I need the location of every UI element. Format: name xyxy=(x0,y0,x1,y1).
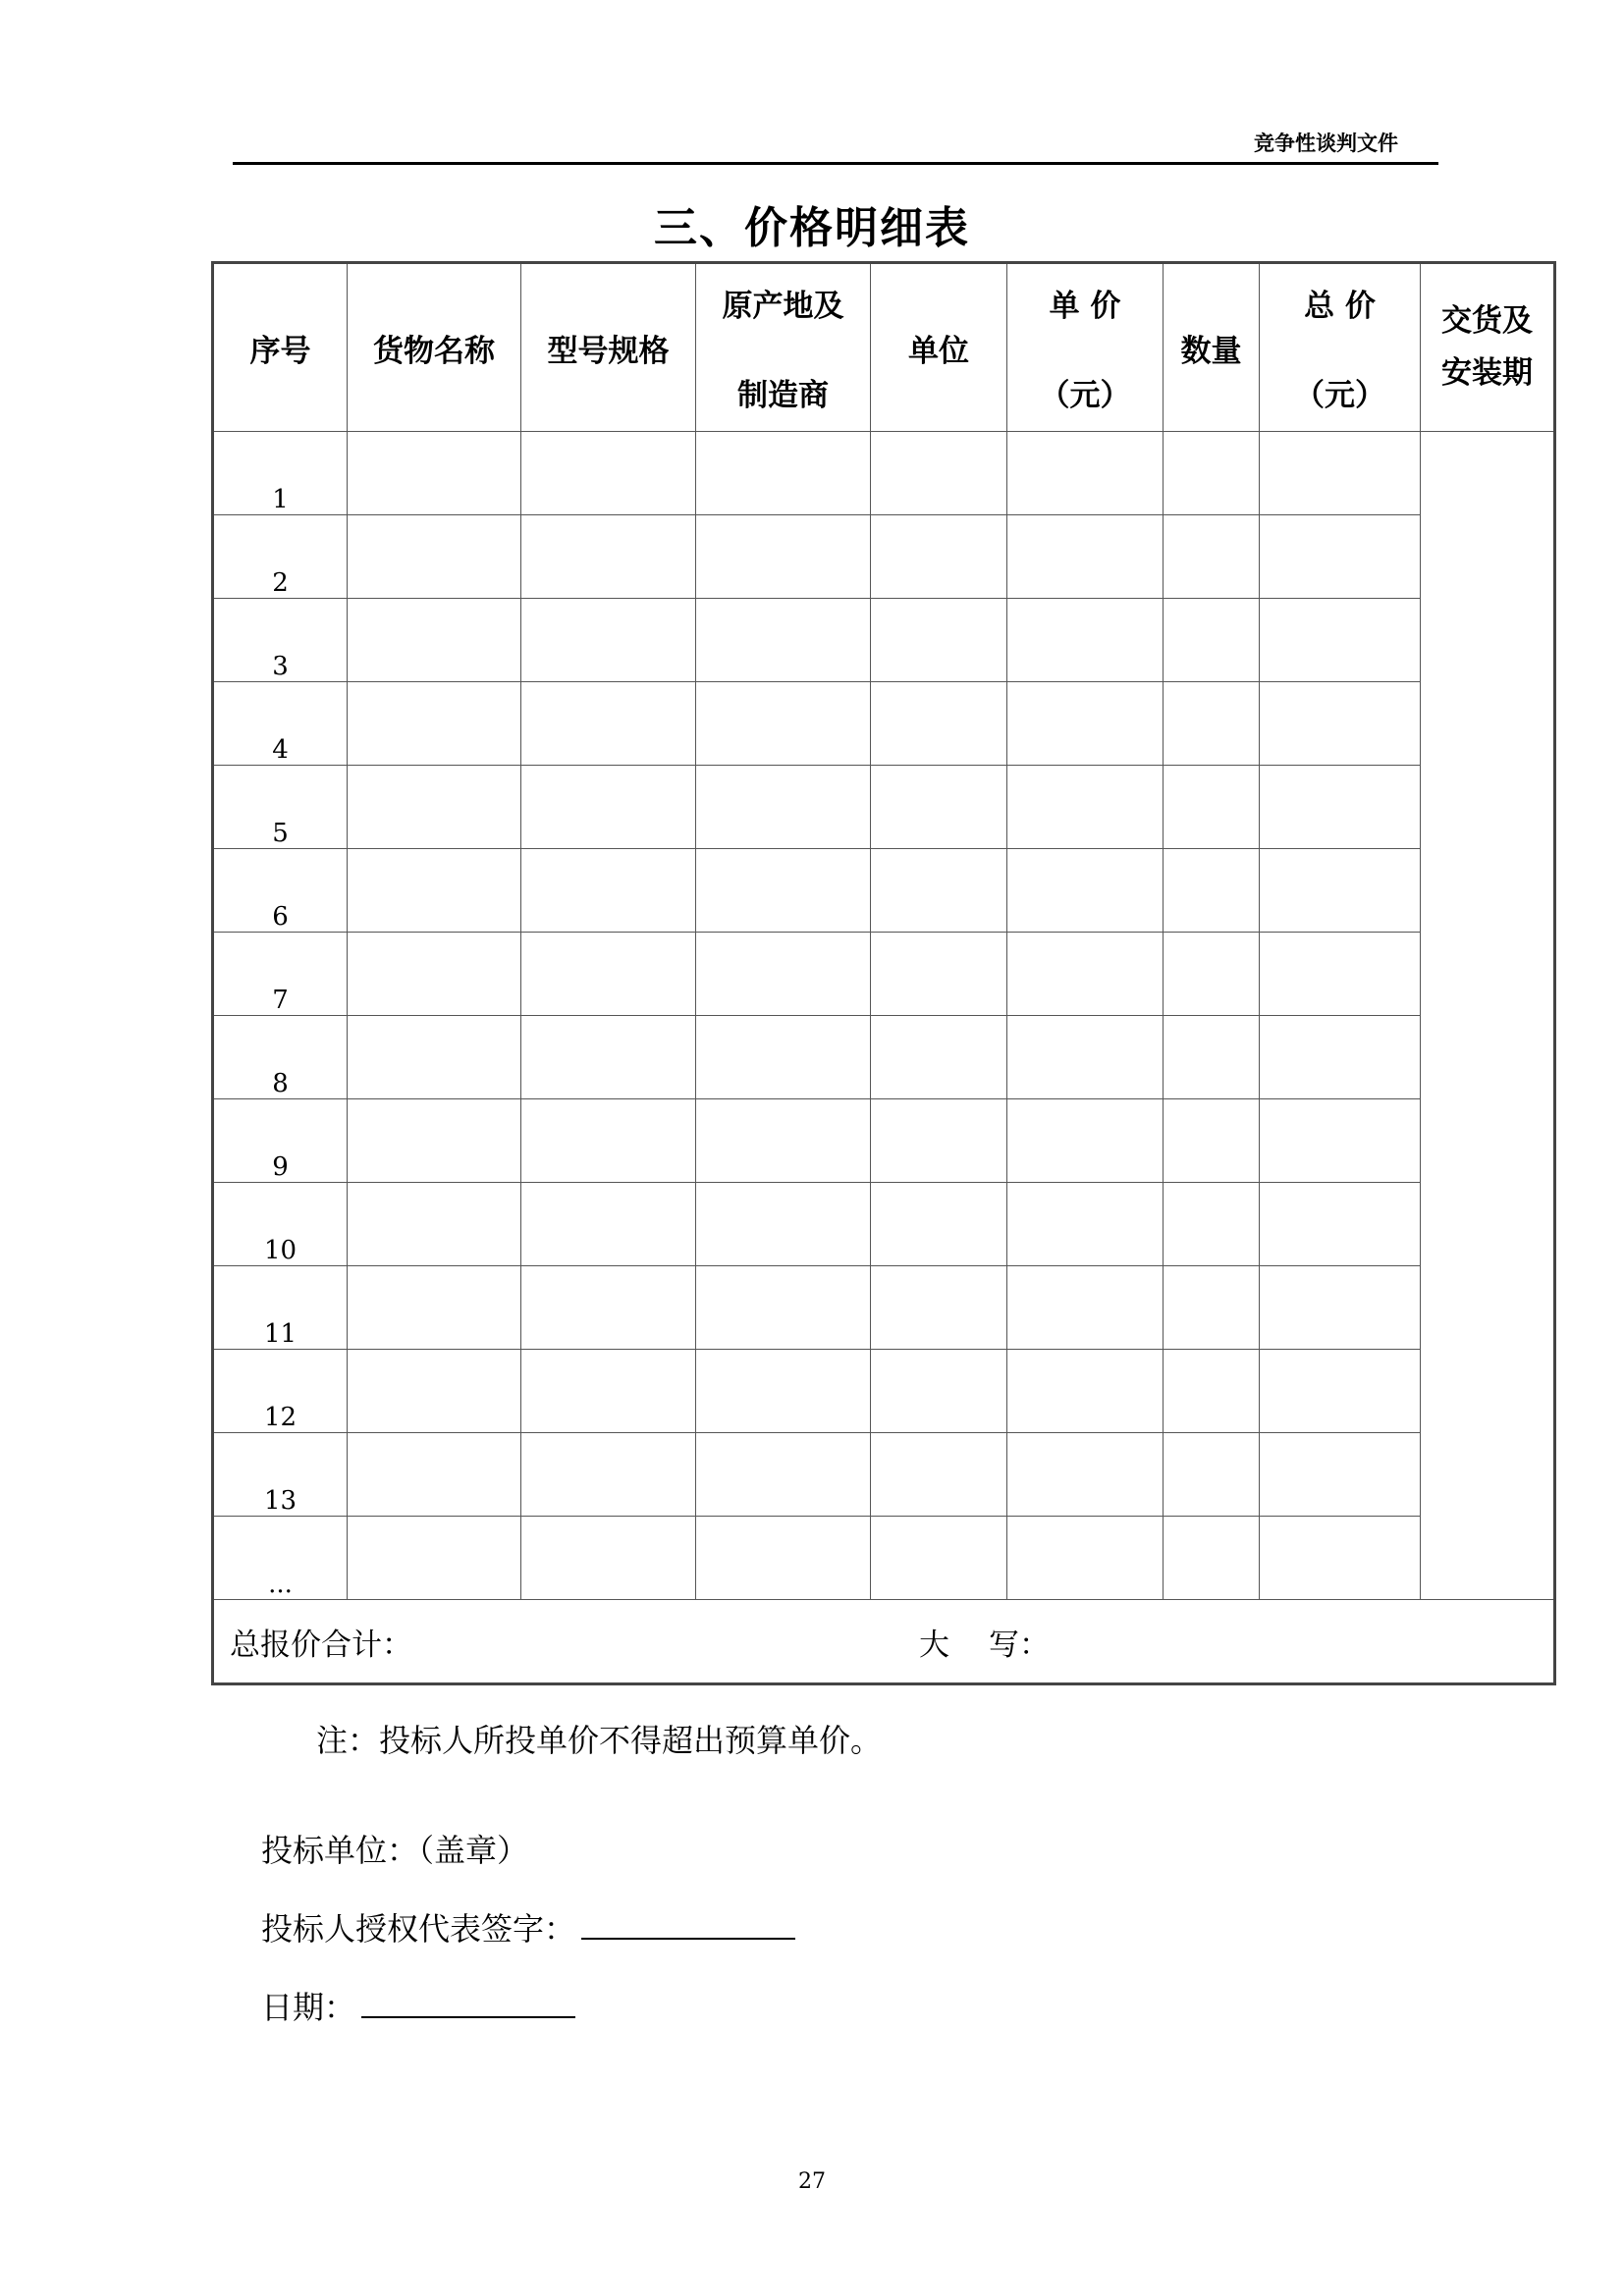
cell-origin[interactable] xyxy=(696,1517,871,1600)
cell-unit-price[interactable] xyxy=(1007,682,1164,766)
row-seq: 9 xyxy=(213,1099,348,1183)
cell-total-price[interactable] xyxy=(1260,1266,1421,1350)
cell-name[interactable] xyxy=(348,1266,521,1350)
amount-in-words-char2: 写： xyxy=(989,1628,1050,1663)
cell-origin[interactable] xyxy=(696,599,871,682)
row-seq: 12 xyxy=(213,1350,348,1433)
cell-name[interactable] xyxy=(348,1099,521,1183)
table-row xyxy=(213,1099,1555,1183)
cell-unit-price[interactable] xyxy=(1007,849,1164,933)
cell-unit-price[interactable] xyxy=(1007,766,1164,849)
cell-unit-price[interactable] xyxy=(1007,1433,1164,1517)
cell-unit[interactable] xyxy=(871,599,1007,682)
cell-model[interactable] xyxy=(521,933,696,1016)
cell-model[interactable] xyxy=(521,682,696,766)
table-header-row xyxy=(213,263,1555,432)
date-label: 日期： xyxy=(261,1989,356,2026)
cell-origin[interactable] xyxy=(696,432,871,515)
table-row xyxy=(213,599,1555,682)
cell-model[interactable] xyxy=(521,1099,696,1183)
cell-unit-price[interactable] xyxy=(1007,1183,1164,1266)
col-header-total-price-line2: （元） xyxy=(1294,378,1385,413)
cell-quantity[interactable] xyxy=(1164,515,1260,599)
cell-unit[interactable] xyxy=(871,1433,1007,1517)
row-seq: 4 xyxy=(213,682,348,766)
col-header-origin-line1: 原产地及 xyxy=(722,289,844,324)
cell-unit[interactable] xyxy=(871,1183,1007,1266)
cell-origin[interactable] xyxy=(696,766,871,849)
col-header-delivery-line1: 交货及 xyxy=(1441,303,1533,339)
table-row xyxy=(213,1183,1555,1266)
header-rule xyxy=(233,162,1438,165)
page-number: 27 xyxy=(798,2169,826,2194)
cell-total-price[interactable] xyxy=(1260,599,1421,682)
cell-model[interactable] xyxy=(521,1517,696,1600)
cell-quantity[interactable] xyxy=(1164,682,1260,766)
table-row xyxy=(213,515,1555,599)
table-row xyxy=(213,1016,1555,1099)
cell-unit-price[interactable] xyxy=(1007,1016,1164,1099)
row-seq: 8 xyxy=(213,1016,348,1099)
cell-total-price[interactable] xyxy=(1260,1517,1421,1600)
row-seq: 6 xyxy=(213,849,348,933)
table-row xyxy=(213,1266,1555,1350)
cell-origin[interactable] xyxy=(696,1183,871,1266)
col-header-quantity: 数量 xyxy=(1164,263,1260,432)
cell-total-price[interactable] xyxy=(1260,766,1421,849)
row-seq: 3 xyxy=(213,599,348,682)
cell-name[interactable] xyxy=(348,766,521,849)
cell-unit[interactable] xyxy=(871,1350,1007,1433)
amount-in-words-char1: 大 xyxy=(919,1628,949,1663)
amount-in-words-label xyxy=(919,1620,1050,1664)
cell-unit[interactable] xyxy=(871,766,1007,849)
bidder-unit-line xyxy=(261,1826,528,1871)
cell-unit-price[interactable] xyxy=(1007,1266,1164,1350)
cell-total-price[interactable] xyxy=(1260,1183,1421,1266)
cell-unit[interactable] xyxy=(871,1099,1007,1183)
cell-unit-price[interactable] xyxy=(1007,599,1164,682)
cell-quantity[interactable] xyxy=(1164,1433,1260,1517)
col-header-unit-price-line2: （元） xyxy=(1039,378,1131,413)
page-title: 三、价格明细表 xyxy=(654,203,970,253)
cell-model[interactable] xyxy=(521,1183,696,1266)
cell-name[interactable] xyxy=(348,1433,521,1517)
col-header-unit: 单位 xyxy=(871,263,1007,432)
cell-model[interactable] xyxy=(521,1016,696,1099)
representative-signature-line xyxy=(261,1904,795,1949)
cell-name[interactable] xyxy=(348,849,521,933)
bidder-unit-label: 投标单位：（盖章） xyxy=(261,1832,529,1869)
cell-name[interactable] xyxy=(348,432,521,515)
cell-model[interactable] xyxy=(521,849,696,933)
date-line xyxy=(261,1983,575,2028)
cell-unit[interactable] xyxy=(871,849,1007,933)
row-seq: 10 xyxy=(213,1183,348,1266)
cell-quantity[interactable] xyxy=(1164,1517,1260,1600)
cell-name[interactable] xyxy=(348,1350,521,1433)
cell-total-price[interactable] xyxy=(1260,682,1421,766)
cell-name[interactable] xyxy=(348,1183,521,1266)
cell-unit-price[interactable] xyxy=(1007,933,1164,1016)
cell-origin[interactable] xyxy=(696,515,871,599)
cell-origin[interactable] xyxy=(696,849,871,933)
table-row xyxy=(213,1350,1555,1433)
cell-unit-price[interactable] xyxy=(1007,1517,1164,1600)
cell-origin[interactable] xyxy=(696,1016,871,1099)
table-row xyxy=(213,1433,1555,1517)
table-row xyxy=(213,766,1555,849)
row-seq: 11 xyxy=(213,1266,348,1350)
cell-unit-price[interactable] xyxy=(1007,515,1164,599)
cell-model[interactable] xyxy=(521,766,696,849)
price-detail-table xyxy=(211,261,1556,1685)
col-header-total-price-line1: 总 价 xyxy=(1304,289,1376,324)
col-header-unit-price-line1: 单 价 xyxy=(1049,289,1121,324)
cell-quantity[interactable] xyxy=(1164,1183,1260,1266)
col-header-origin xyxy=(696,263,871,432)
cell-unit-price[interactable] xyxy=(1007,1099,1164,1183)
cell-unit[interactable] xyxy=(871,515,1007,599)
cell-model[interactable] xyxy=(521,515,696,599)
total-cell xyxy=(213,1600,1555,1684)
table-row xyxy=(213,432,1555,515)
cell-total-price[interactable] xyxy=(1260,1433,1421,1517)
table-row xyxy=(213,933,1555,1016)
table-row xyxy=(213,682,1555,766)
row-seq: ... xyxy=(213,1517,348,1600)
cell-unit-price[interactable] xyxy=(1007,432,1164,515)
cell-total-price[interactable] xyxy=(1260,515,1421,599)
cell-model[interactable] xyxy=(521,599,696,682)
cell-total-price[interactable] xyxy=(1260,933,1421,1016)
note-text: 注：投标人所投单价不得超出预算单价。 xyxy=(316,1722,883,1759)
cell-name[interactable] xyxy=(348,1016,521,1099)
cell-quantity[interactable] xyxy=(1164,1099,1260,1183)
total-row xyxy=(213,1600,1555,1684)
col-header-origin-line2: 制造商 xyxy=(737,378,829,413)
cell-origin[interactable] xyxy=(696,1433,871,1517)
col-header-model: 型号规格 xyxy=(521,263,696,432)
cell-origin[interactable] xyxy=(696,933,871,1016)
row-seq: 5 xyxy=(213,766,348,849)
cell-model[interactable] xyxy=(521,1433,696,1517)
date-blank[interactable] xyxy=(361,1989,575,2018)
representative-signature-label: 投标人授权代表签字： xyxy=(261,1910,576,1948)
cell-name[interactable] xyxy=(348,682,521,766)
row-seq: 1 xyxy=(213,432,348,515)
cell-name[interactable] xyxy=(348,599,521,682)
col-header-seq: 序号 xyxy=(213,263,348,432)
col-header-name: 货物名称 xyxy=(348,263,521,432)
cell-name[interactable] xyxy=(348,933,521,1016)
cell-unit[interactable] xyxy=(871,682,1007,766)
cell-unit[interactable] xyxy=(871,432,1007,515)
cell-delivery-merged[interactable] xyxy=(1421,432,1555,1600)
col-header-unit-price xyxy=(1007,263,1164,432)
cell-unit[interactable] xyxy=(871,1016,1007,1099)
cell-name[interactable] xyxy=(348,1517,521,1600)
cell-model[interactable] xyxy=(521,1266,696,1350)
cell-origin[interactable] xyxy=(696,1099,871,1183)
total-label: 总报价合计： xyxy=(230,1628,412,1663)
cell-origin[interactable] xyxy=(696,682,871,766)
cell-total-price[interactable] xyxy=(1260,1350,1421,1433)
cell-quantity[interactable] xyxy=(1164,766,1260,849)
cell-quantity[interactable] xyxy=(1164,432,1260,515)
table-row xyxy=(213,1517,1555,1600)
col-header-delivery xyxy=(1421,263,1555,432)
cell-unit-price[interactable] xyxy=(1007,1350,1164,1433)
cell-unit[interactable] xyxy=(871,1266,1007,1350)
cell-total-price[interactable] xyxy=(1260,1099,1421,1183)
cell-model[interactable] xyxy=(521,432,696,515)
header-doc-title: 竞争性谈判文件 xyxy=(1254,132,1398,155)
col-header-delivery-line2: 安装期 xyxy=(1441,355,1533,391)
cell-name[interactable] xyxy=(348,515,521,599)
cell-quantity[interactable] xyxy=(1164,1266,1260,1350)
cell-quantity[interactable] xyxy=(1164,599,1260,682)
cell-quantity[interactable] xyxy=(1164,1350,1260,1433)
cell-model[interactable] xyxy=(521,1350,696,1433)
cell-quantity[interactable] xyxy=(1164,849,1260,933)
cell-origin[interactable] xyxy=(696,1350,871,1433)
cell-total-price[interactable] xyxy=(1260,849,1421,933)
representative-signature-blank[interactable] xyxy=(581,1910,795,1940)
cell-total-price[interactable] xyxy=(1260,1016,1421,1099)
col-header-total-price xyxy=(1260,263,1421,432)
cell-total-price[interactable] xyxy=(1260,432,1421,515)
cell-unit[interactable] xyxy=(871,933,1007,1016)
row-seq: 2 xyxy=(213,515,348,599)
cell-quantity[interactable] xyxy=(1164,1016,1260,1099)
cell-unit[interactable] xyxy=(871,1517,1007,1600)
row-seq: 13 xyxy=(213,1433,348,1517)
cell-origin[interactable] xyxy=(696,1266,871,1350)
row-seq: 7 xyxy=(213,933,348,1016)
table-row xyxy=(213,849,1555,933)
cell-quantity[interactable] xyxy=(1164,933,1260,1016)
